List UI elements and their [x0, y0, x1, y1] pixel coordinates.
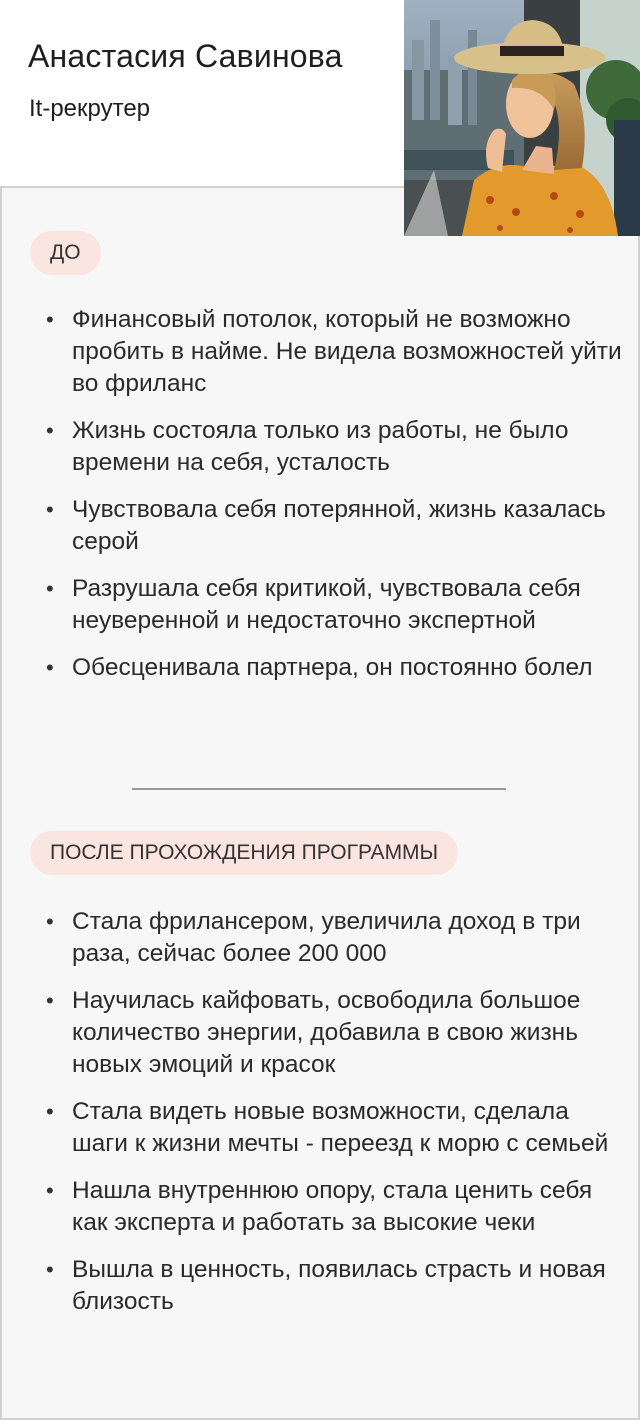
- after-item-text: • Нашла внутреннюю опору, стала ценить себя как эксперта и работать за высокие чеки: [72, 1177, 593, 1236]
- after-item-text: • Вышла в ценность, появилась страсть и новая близость: [72, 1256, 606, 1315]
- after-item-text: • Стала фрилансером, увеличила доход в три раза, сейчас более 200 000: [72, 908, 581, 967]
- before-item: [2, 415, 640, 479]
- before-item: [2, 652, 640, 684]
- testimonial-card: [0, 186, 640, 1420]
- portrait-photo: [404, 0, 640, 236]
- profile-role: It-рекрутер: [29, 95, 151, 122]
- before-item-text: • Жизнь состояла только из работы, не было времени на себя, усталость: [72, 417, 569, 476]
- after-list: [2, 906, 640, 1333]
- after-item: [2, 1096, 640, 1160]
- section-divider: [132, 788, 506, 790]
- after-item: [2, 906, 640, 970]
- after-item: [2, 1175, 640, 1239]
- before-list: [2, 304, 640, 699]
- after-item: [2, 985, 640, 1081]
- before-item-text: • Финансовый потолок, который не возможно пробить в найме. Не видела возможностей уйти во фриланс: [72, 306, 622, 397]
- after-item-text: • Стала видеть новые возможности, сделала шаги к жизни мечты - переезд к морю с семьей: [72, 1098, 609, 1157]
- before-tag: ДО: [30, 231, 101, 275]
- portrait-photo-illustration: [404, 0, 640, 236]
- before-item-text: • Чувствовала себя потерянной, жизнь казалась серой: [72, 496, 606, 555]
- profile-name: Анастасия Савинова: [28, 38, 343, 74]
- after-item-text: • Научилась кайфовать, освободила большое количество энергии, добавила в свою жизнь новых эмоций и красок: [72, 987, 581, 1078]
- before-item-text: • Обесценивала партнера, он постоянно болел: [72, 654, 593, 681]
- before-item: [2, 494, 640, 558]
- profile-header: [0, 0, 404, 186]
- before-item: [2, 573, 640, 637]
- before-item-text: • Разрушала себя критикой, чувствовала себя неуверенной и недостаточно экспертной: [72, 575, 581, 634]
- after-item: [2, 1254, 640, 1318]
- before-item: [2, 304, 640, 400]
- after-tag: ПОСЛЕ ПРОХОЖДЕНИЯ ПРОГРАММЫ: [30, 831, 458, 875]
